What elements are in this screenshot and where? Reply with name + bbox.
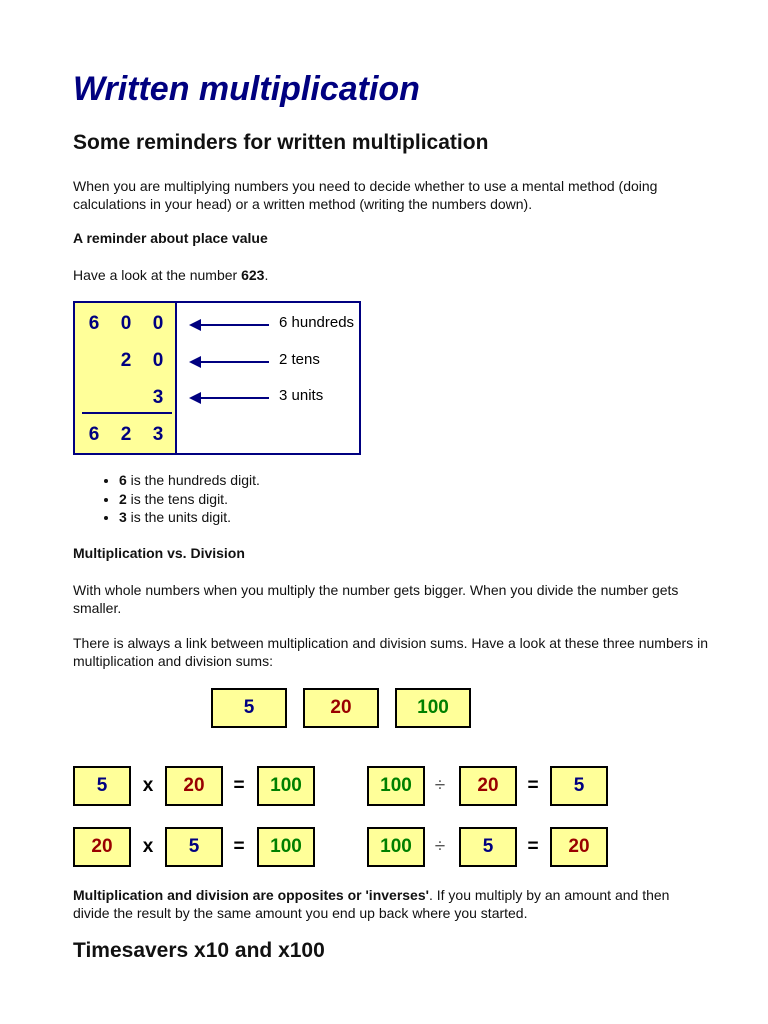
sum-line [82, 412, 172, 414]
sum-box: 20 [73, 827, 131, 867]
section-subtitle: Some reminders for written multiplication [73, 131, 489, 154]
arrow-shaft [199, 324, 269, 326]
equals-sign: = [233, 775, 245, 796]
sum-box: 20 [459, 766, 517, 806]
sum-box: 20 [550, 827, 608, 867]
place-value-diagram [73, 301, 361, 455]
equals-sign: = [527, 836, 539, 857]
bullet-text: is the tens digit. [126, 490, 228, 507]
total-digit: 6 [88, 424, 100, 445]
list-item [119, 490, 260, 509]
times-sign: x [142, 836, 154, 857]
sum-box: 100 [367, 766, 425, 806]
number-box: 5 [211, 688, 287, 728]
place-value-digits-panel [75, 303, 177, 453]
bullet-bold: 6 [119, 472, 127, 488]
digit-cell: 2 [120, 350, 132, 371]
arrow-shaft [199, 397, 269, 399]
bullet-bold: 3 [119, 509, 127, 525]
sum-box: 5 [165, 827, 223, 867]
bullet-text: is the units digit. [126, 509, 232, 525]
number-box: 100 [395, 688, 471, 728]
sum-box: 100 [367, 827, 425, 867]
number-intro-pre: Have a look at the number [73, 267, 242, 283]
list-item [119, 508, 260, 527]
list-item [119, 471, 260, 490]
number-box: 20 [303, 688, 379, 728]
times-sign: x [142, 775, 154, 796]
bullet-text: is the hundreds digit. [126, 472, 260, 488]
mult-div-heading: Multiplication vs. Division [73, 545, 245, 561]
hundreds-label: 6 hundreds [279, 314, 355, 331]
digit-cell: 3 [152, 387, 164, 408]
inverse-bold: Multiplication and division are opposites or 'inverses' [73, 887, 429, 903]
bullet-bold: 2 [119, 490, 127, 507]
number-intro-post: . [264, 267, 269, 283]
number-intro [73, 266, 713, 284]
sum-box: 5 [73, 766, 131, 806]
sum-box: 20 [165, 766, 223, 806]
digit-bullet-list [73, 471, 260, 527]
number-intro-bold: 623 [241, 267, 265, 283]
units-label: 3 units [279, 387, 324, 404]
tens-label: 2 tens [279, 351, 320, 368]
place-value-heading: A reminder about place value [73, 230, 268, 246]
sum-box: 100 [257, 827, 315, 867]
digit-cell: 0 [152, 350, 164, 371]
divide-sign: ÷ [434, 836, 446, 857]
digit-cell: 6 [88, 313, 100, 334]
arrow-shaft [199, 361, 269, 363]
equals-sign: = [527, 775, 539, 796]
divide-sign: ÷ [434, 775, 446, 796]
equals-sign: = [233, 836, 245, 857]
sum-box: 5 [550, 766, 608, 806]
bigger-smaller-paragraph: With whole numbers when you multiply the number gets bigger. When you divide the number gets smaller. [73, 582, 679, 616]
sum-box: 5 [459, 827, 517, 867]
sum-box: 100 [257, 766, 315, 806]
link-paragraph: There is always a link between multiplication and division sums. Have a look at these three numbers in multiplication and division sums: [73, 635, 708, 669]
total-digit: 3 [152, 424, 164, 445]
digit-cell: 0 [152, 313, 164, 334]
page-title: Written multiplication [73, 70, 420, 108]
digit-cell: 0 [120, 313, 132, 334]
timesavers-heading: Timesavers x10 and x100 [73, 939, 325, 962]
inverse-paragraph [73, 886, 693, 922]
intro-paragraph: When you are multiplying numbers you need to decide whether to use a mental method (doing calculations in your head) or a written method (writing the numbers down). [73, 178, 658, 212]
inverse-text: . If you multiply by an amount and then divide the result by the same amount you end up back where you started. [73, 887, 670, 921]
total-digit: 2 [120, 424, 132, 445]
